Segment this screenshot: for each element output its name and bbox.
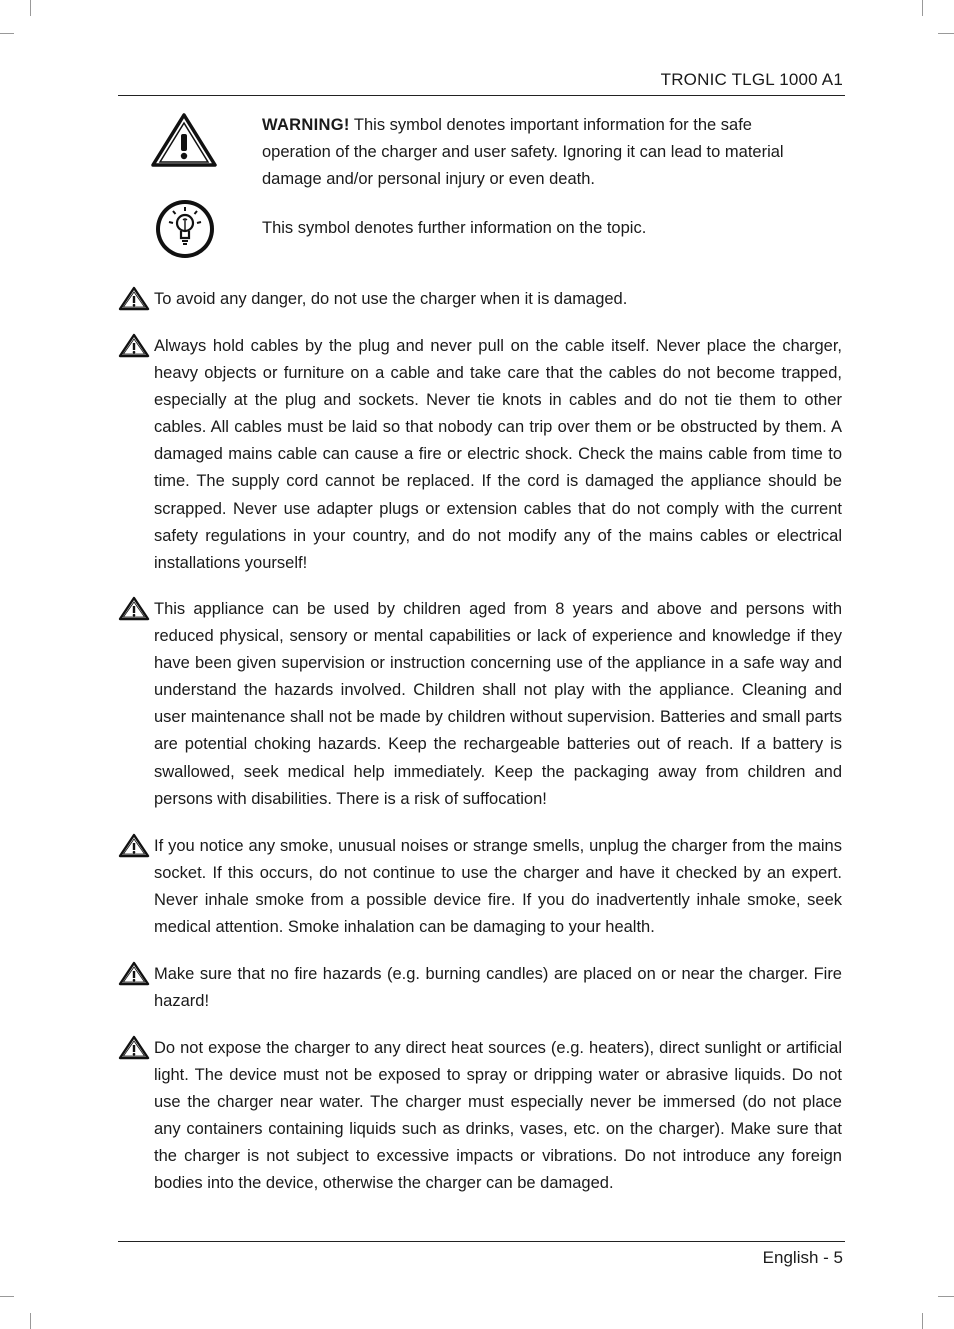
page-footer [118, 1241, 845, 1267]
safety-item-text: To avoid any danger, do not use the charger when it is damaged. [154, 290, 628, 308]
warning-triangle-icon [118, 333, 150, 363]
safety-item [118, 961, 842, 1015]
crop-mark [0, 33, 14, 34]
warning-triangle-icon [118, 961, 150, 991]
warning-triangle-icon [118, 286, 150, 316]
warning-description: This symbol denotes important information for the safe operation of the charger and user safety. Ignoring it can lead to material damage and/or personal injury or even death. [262, 116, 784, 188]
crop-mark [938, 33, 954, 34]
safety-item-text: Always hold cables by the plug and never pull on the cable itself. Never place the charger, heavy objects or furniture on a cable and take care that the cables do not become trapped, especially at the plug and sockets. Never tie knots in cables and do not tie them to other cables. All cables must be laid so that nobody can trip over them or be obstructed by them. A damaged mains cable can cause a fire or electric shock. Check the mains cable from time to time. The supply cord cannot be replaced. If the cord is damaged the appliance should be scrapped. Never use adapter plugs or extension cables that do not comply with the current safety regulations in your country, and do not modify any of the mains cables or electrical installations yourself! [154, 337, 842, 572]
crop-mark [30, 1313, 31, 1329]
crop-mark [938, 1296, 954, 1297]
safety-item-text: Make sure that no fire hazards (e.g. burning candles) are placed on or near the charger. Fire hazard! [154, 965, 842, 1011]
page-number: English - 5 [762, 1248, 843, 1267]
warning-triangle-icon [150, 112, 218, 173]
info-legend-text: This symbol denotes further information on the topic. [262, 219, 647, 237]
crop-mark [30, 0, 31, 16]
crop-mark [922, 1313, 923, 1329]
safety-item [118, 596, 842, 813]
safety-item-text: Do not expose the charger to any direct heat sources (e.g. heaters), direct sunlight or artificial light. The device must not be exposed to spray or dripping water or abrasive liquids. Do not use the charger near water. The charger must especially never be immersed (do not place any containers containing liquids such as drinks, vases, etc. on the charger). Make sure that the charger is not subject to excessive impacts or vibrations. Do not introduce any foreign bodies into the device, otherwise the charger can be damaged. [154, 1039, 842, 1193]
crop-mark [0, 1296, 14, 1297]
lightbulb-icon [154, 198, 216, 265]
safety-item [118, 833, 842, 941]
warning-legend-text [262, 112, 802, 193]
info-symbol-legend [150, 198, 850, 262]
crop-mark [922, 0, 923, 16]
page-header [118, 70, 845, 96]
safety-item-text: This appliance can be used by children aged from 8 years and above and persons with reduced physical, sensory or mental capabilities or lack of experience and knowledge if they have been given supervision or instruction concerning use of the appliance in a safe way and understand the hazards involved. Children shall not play with the appliance. Cleaning and user maintenance shall not be made by children without supervision. Batteries and small parts are potential choking hazards. Keep the rechargeable batteries out of reach. If a battery is swallowed, seek medical help immediately. Keep the packaging away from children and persons with disabilities. There is a risk of suffocation! [154, 600, 842, 808]
product-name: TRONIC TLGL 1000 A1 [660, 70, 843, 89]
warning-triangle-icon [118, 833, 150, 863]
warning-label: WARNING! [262, 116, 350, 134]
warning-triangle-icon [118, 1035, 150, 1065]
safety-item [118, 1035, 842, 1198]
safety-item [118, 286, 842, 313]
warning-triangle-icon [118, 596, 150, 626]
warning-symbol-legend [150, 112, 850, 192]
safety-item [118, 333, 842, 577]
safety-item-text: If you notice any smoke, unusual noises or strange smells, unplug the charger from the mains socket. If this occurs, do not continue to use the charger and have it checked by an expert. Never inhale smoke from a possible device fire. If you do inadvertently inhale smoke, seek medical attention. Smoke inhalation can be damaging to your health. [154, 837, 842, 937]
